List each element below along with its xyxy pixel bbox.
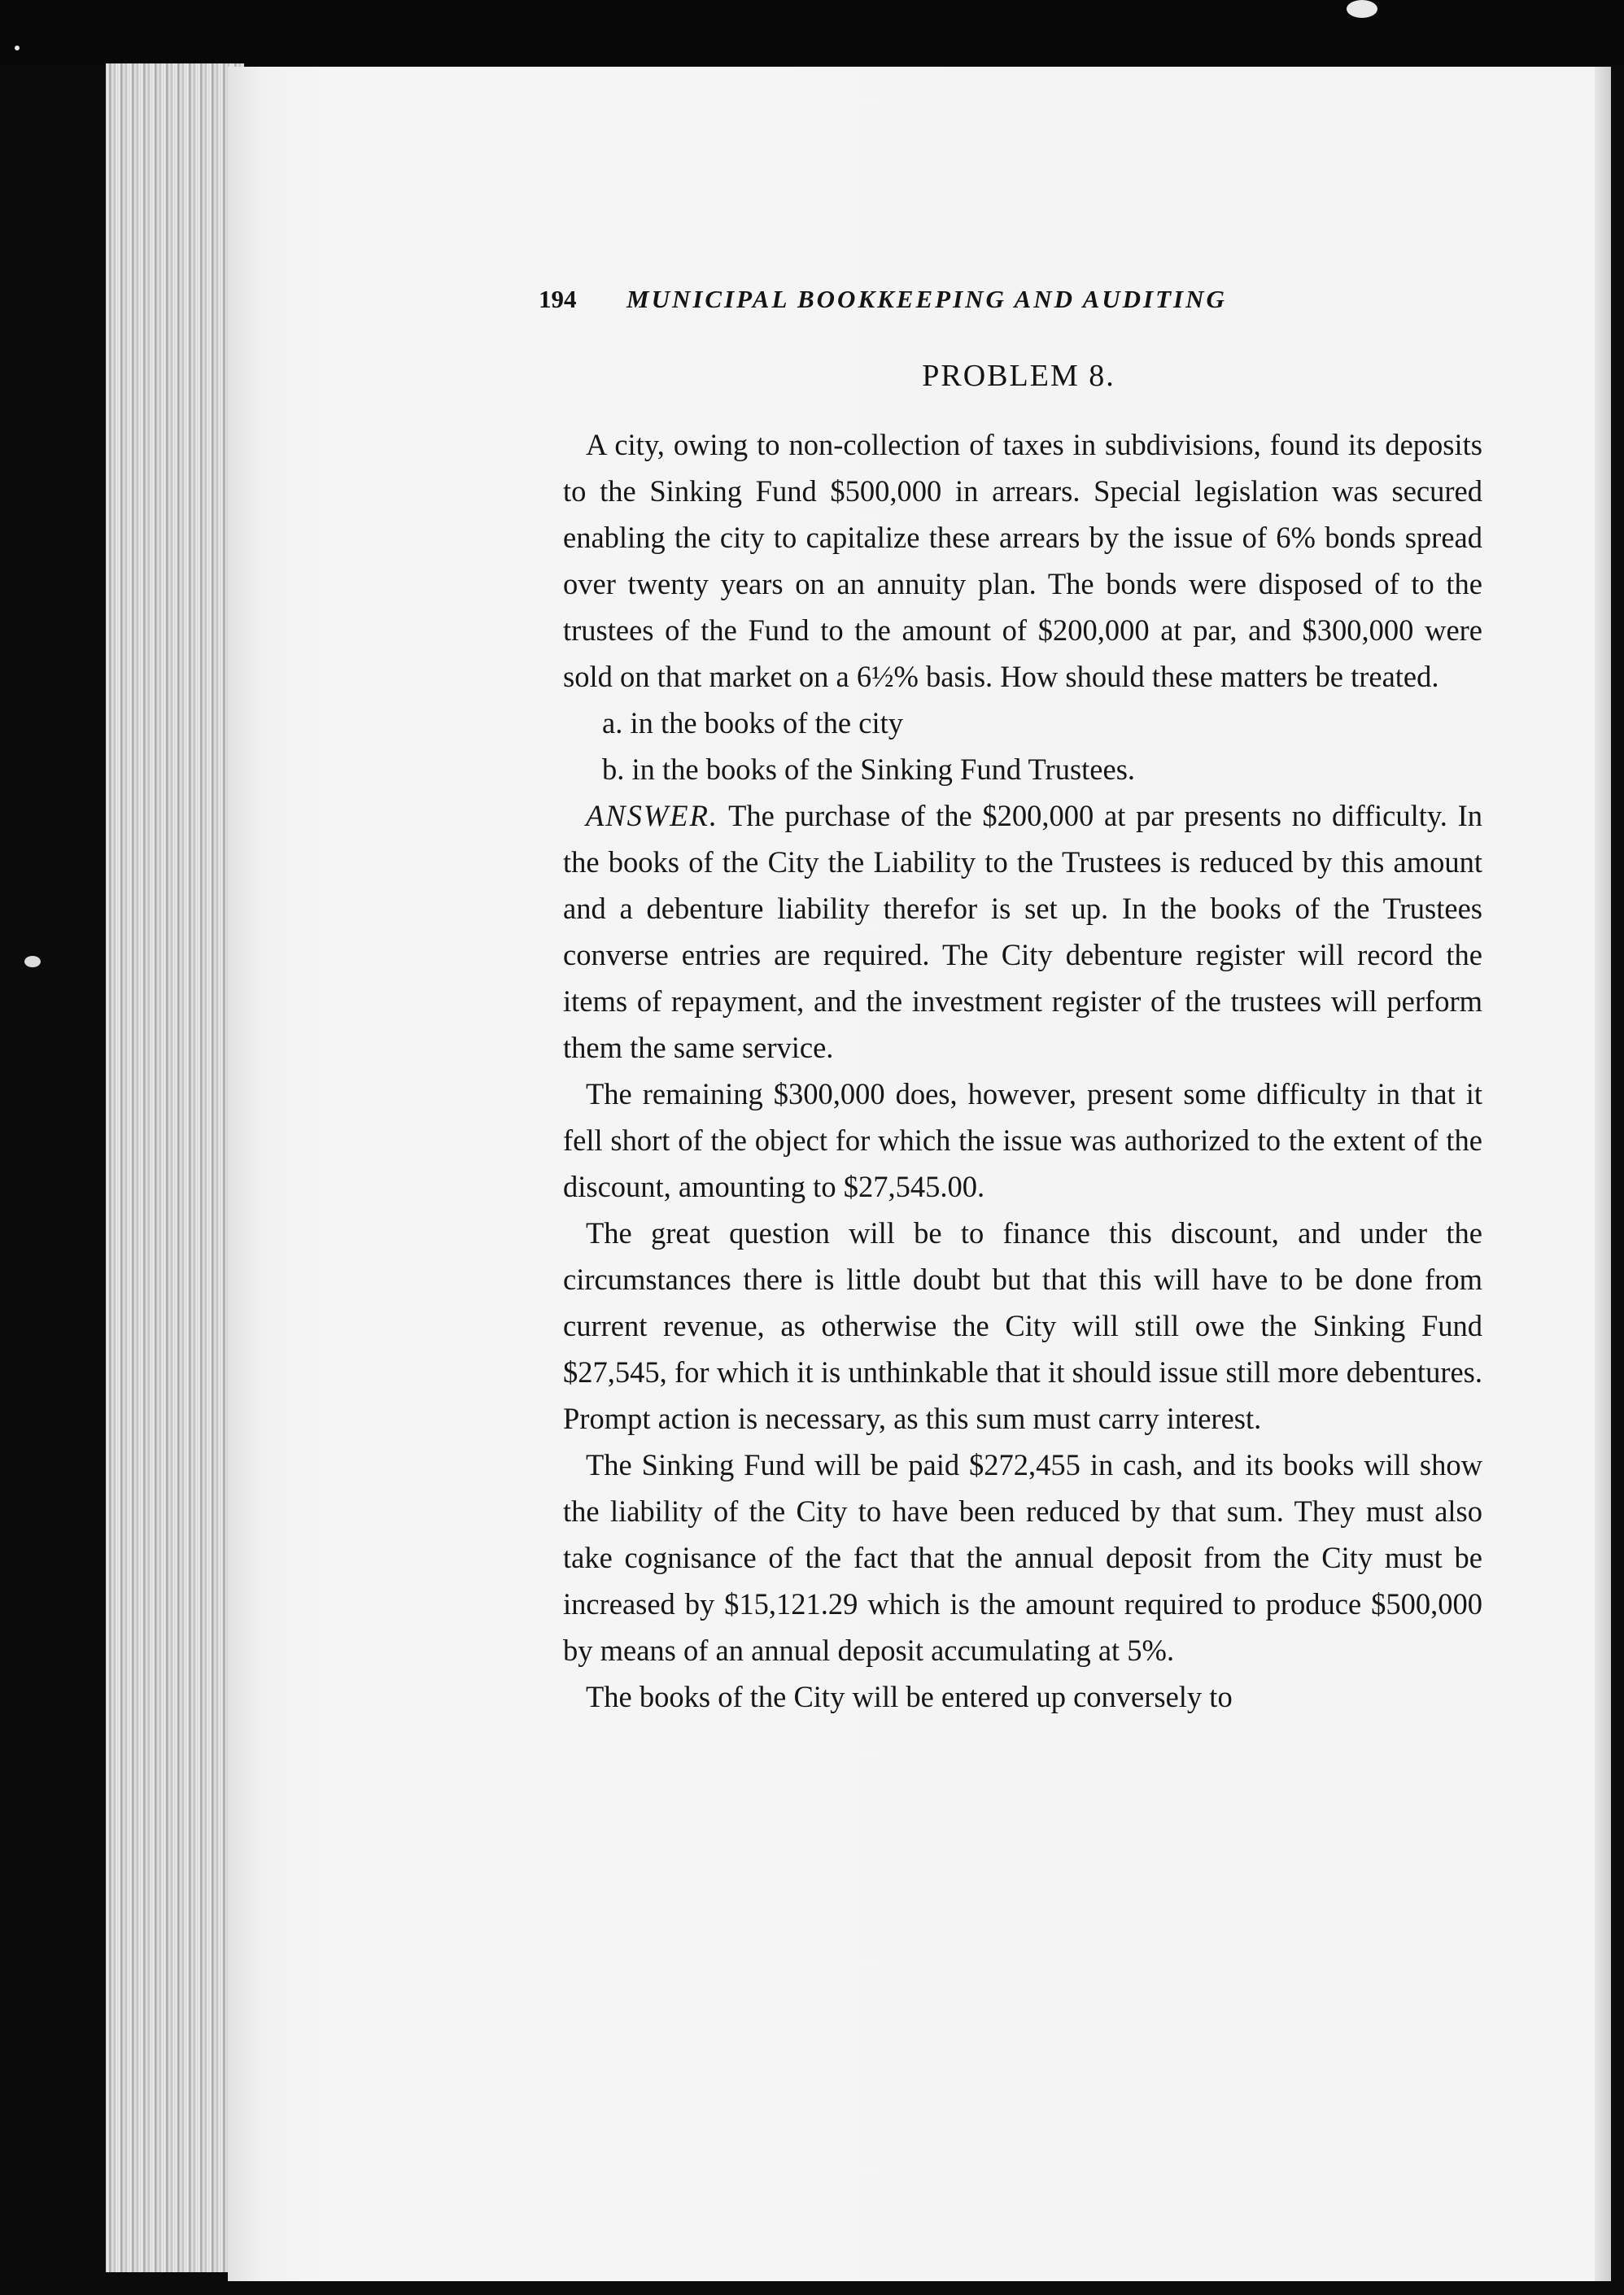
running-head — [539, 285, 1352, 325]
body-text — [563, 421, 1482, 1720]
page-number: 194 — [539, 285, 577, 313]
answer-label: ANSWER. — [586, 799, 719, 832]
problem-heading: PROBLEM 8. — [922, 359, 1115, 393]
page-edges-stack — [106, 63, 244, 2272]
scan-speck — [24, 956, 41, 967]
answer-paragraph-4: The Sinking Fund will be paid $272,455 in cash, and its books will show the liability of the City to have been reduced by that sum. They must also take cognisance of the fact that the annual deposit from the City must be increased by $15,121.29 which is the amount required to produce $500,000 by means of an annual deposit accumulating at 5%. — [563, 1448, 1482, 1667]
answer-paragraph-5: The books of the City will be entered up conversely to — [586, 1680, 1233, 1713]
answer-paragraph-1-text: The purchase of the $200,000 at par presents no difficulty. In the books of the City the Liability to the Trustees is reduced by this amount and a debenture liability therefor is set up. In the books of the Trustees converse entries are required. The City debenture register will record the items of repayment, and the investment register of the trustees will perform them the same service. — [563, 799, 1482, 1064]
answer-paragraph-3: The great question will be to finance this discount, and under the circumstances there is little doubt but that this will have to be done from current revenue, as otherwise the City will still owe the Sinking Fund $27,545, for which it is unthinkable that it should issue still more debentures. Prompt action is necessary, as this sum must carry interest. — [563, 1216, 1482, 1435]
page-right-edge — [1595, 67, 1611, 2281]
answer-paragraph-2: The remaining $300,000 does, however, present some difficulty in that it fell short of the object for which the issue was authorized to the extent of the discount, amounting to $27,545.00. — [563, 1077, 1482, 1203]
problem-statement: A city, owing to non-collection of taxes in subdivisions, found its deposits to the Sinking Fund $500,000 in arrears. Special legislation was secured enabling the city to capitalize these arrears by the issue of 6% bonds spread over twenty years on an annuity plan. The bonds were disposed of to the trustees of the Fund to the amount of $200,000 at par, and $300,000 were sold on that market on a 6½% basis. How should these matters be treated. — [563, 428, 1482, 693]
running-title: MUNICIPAL BOOKKEEPING AND AUDITING — [626, 285, 1227, 313]
problem-part-a: a. in the books of the city — [602, 706, 903, 740]
problem-part-b: b. in the books of the Sinking Fund Trustees. — [602, 753, 1136, 786]
scan-border-top — [0, 0, 1624, 65]
scan-speck — [1347, 0, 1377, 18]
answer-paragraph-1 — [563, 792, 1482, 1071]
scan-speck — [15, 46, 20, 50]
